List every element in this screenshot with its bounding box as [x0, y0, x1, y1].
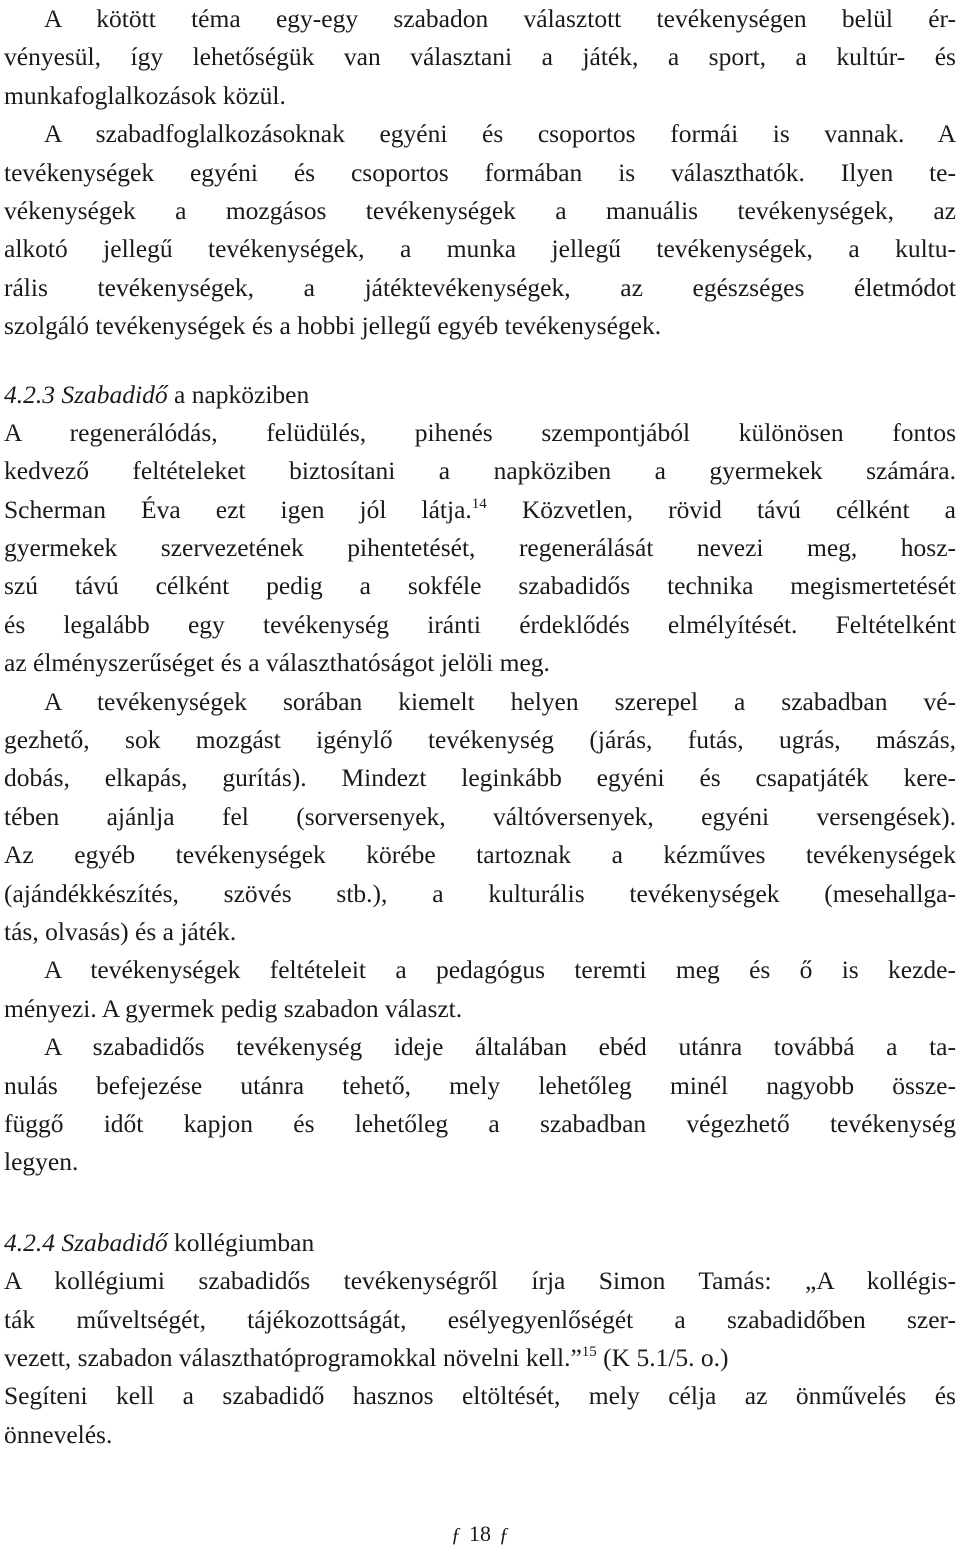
text-line: függő időt kapjon és lehetőleg a szabadban végezhető tevékenység [4, 1108, 956, 1138]
text-line: ták műveltségét, tájékozottságát, esélyegyenlőségét a szabadidőben szer- [4, 1304, 956, 1334]
section-heading-4-2-4 [4, 1224, 956, 1262]
section-title-italic: Szabadidő [61, 379, 168, 409]
section-title-italic: Szabadidő [61, 1227, 168, 1257]
text-line: tás, olvasás) és a játék. [4, 916, 237, 946]
text-line: dobás, elkapás, gurítás). Mindezt leginkább egyéni és csapatjáték kere- [4, 763, 956, 793]
text-line: munkafoglalkozások közül. [4, 80, 286, 110]
text-fragment: vezett, szabadon választhatóprogramokkal növelni kell.” [4, 1342, 582, 1372]
page-number: 18 [469, 1521, 491, 1546]
text-line: szú távú célként pedig a sokféle szabadidős technika megismertetését [4, 571, 956, 601]
footnote-marker-14: 14 [471, 495, 487, 512]
spacer [4, 346, 956, 376]
text-line: és legalább egy tevékenység iránti érdeklődés elmélyítését. Feltételként [4, 609, 956, 639]
paragraph [4, 414, 956, 683]
text-line-with-footnote [4, 491, 956, 529]
section-heading-4-2-3 [4, 376, 956, 414]
text-line: gyermekek szervezetének pihentetését, regenerálását nevezi meg, hosz- [4, 533, 956, 563]
footer-ornament-left: ƒ [451, 1524, 461, 1546]
document-page [4, 0, 956, 1454]
footnote-marker-15: 15 [581, 1343, 597, 1360]
text-line: szolgáló tevékenységek és a hobbi jellegű egyéb tevékenységek. [4, 311, 662, 341]
text-line: az élményszerűséget és a választhatóságot jelöli meg. [4, 648, 550, 678]
text-line: (ajándékkészítés, szövés stb.), a kulturális tevékenységek (mesehallga- [4, 878, 956, 908]
text-line: Segíteni kell a szabadidő hasznos eltöltését, mely célja az önművelés és [4, 1381, 956, 1411]
text-line: A tevékenységek feltételeit a pedagógus teremti meg és ő is kezde- [44, 955, 956, 985]
text-line: A kollégiumi szabadidős tevékenységről írja Simon Tamás: „A kollégis- [4, 1266, 956, 1296]
text-line: nulás befejezése utánra tehető, mely lehetőleg minél nagyobb össze- [4, 1070, 956, 1100]
text-line: rális tevékenységek, a játéktevékenységek, az egészséges életmódot [4, 272, 956, 302]
paragraph [4, 683, 956, 952]
text-line: legyen. [4, 1147, 79, 1177]
text-line: önnevelés. [4, 1419, 113, 1449]
spacer [4, 1182, 956, 1224]
text-line: A regenerálódás, felüdülés, pihenés szempontjából különösen fontos [4, 417, 956, 447]
section-number: 4.2.4 [4, 1227, 55, 1257]
text-fragment: Közvetlen, rövid távú célként a [486, 494, 956, 524]
text-fragment: (K 5.1/5. o.) [596, 1342, 729, 1372]
paragraph [4, 1262, 956, 1454]
paragraph [4, 0, 956, 115]
text-line: vényesül, így lehetőségük van választani a játék, a sport, a kultúr- és [4, 42, 956, 72]
paragraph [4, 1028, 956, 1182]
text-line: tében ajánlja fel (sorversenyek, váltóversenyek, egyéni versengések). [4, 801, 956, 831]
text-line: ményezi. A gyermek pedig szabadon választ. [4, 993, 463, 1023]
text-line: A tevékenységek sorában kiemelt helyen szerepel a szabadban vé- [44, 686, 956, 716]
footer-ornament-right: ƒ [499, 1524, 509, 1546]
text-line: vékenységek a mozgásos tevékenységek a manuális tevékenységek, az [4, 195, 956, 225]
text-line: A szabadfoglalkozásoknak egyéni és csoportos formái is vannak. A [44, 119, 956, 149]
page-footer [0, 1520, 960, 1549]
text-line: tevékenységek egyéni és csoportos formában is választhatók. Ilyen te- [4, 157, 956, 187]
section-title-rest: a napköziben [167, 379, 310, 409]
text-line: A szabadidős tevékenység ideje általában ebéd utánra továbbá a ta- [44, 1032, 956, 1062]
text-line: kedvező feltételeket biztosítani a napköziben a gyermekek számára. [4, 456, 956, 486]
text-line: Az egyéb tevékenységek körébe tartoznak a kézműves tevékenységek [4, 840, 956, 870]
text-fragment: Scherman Éva ezt igen jól látja. [4, 494, 472, 524]
text-line: A kötött téma egy-egy szabadon választott tevékenységen belül ér- [44, 4, 956, 33]
text-line: alkotó jellegű tevékenységek, a munka jellegű tevékenységek, a kultu- [4, 234, 956, 264]
paragraph [4, 951, 956, 1028]
section-title-rest: kollégiumban [167, 1227, 315, 1257]
text-line: gezhető, sok mozgást igénylő tevékenység (járás, futás, ugrás, mászás, [4, 725, 956, 755]
text-line-with-footnote [4, 1339, 956, 1377]
paragraph [4, 115, 956, 345]
section-number: 4.2.3 [4, 379, 55, 409]
